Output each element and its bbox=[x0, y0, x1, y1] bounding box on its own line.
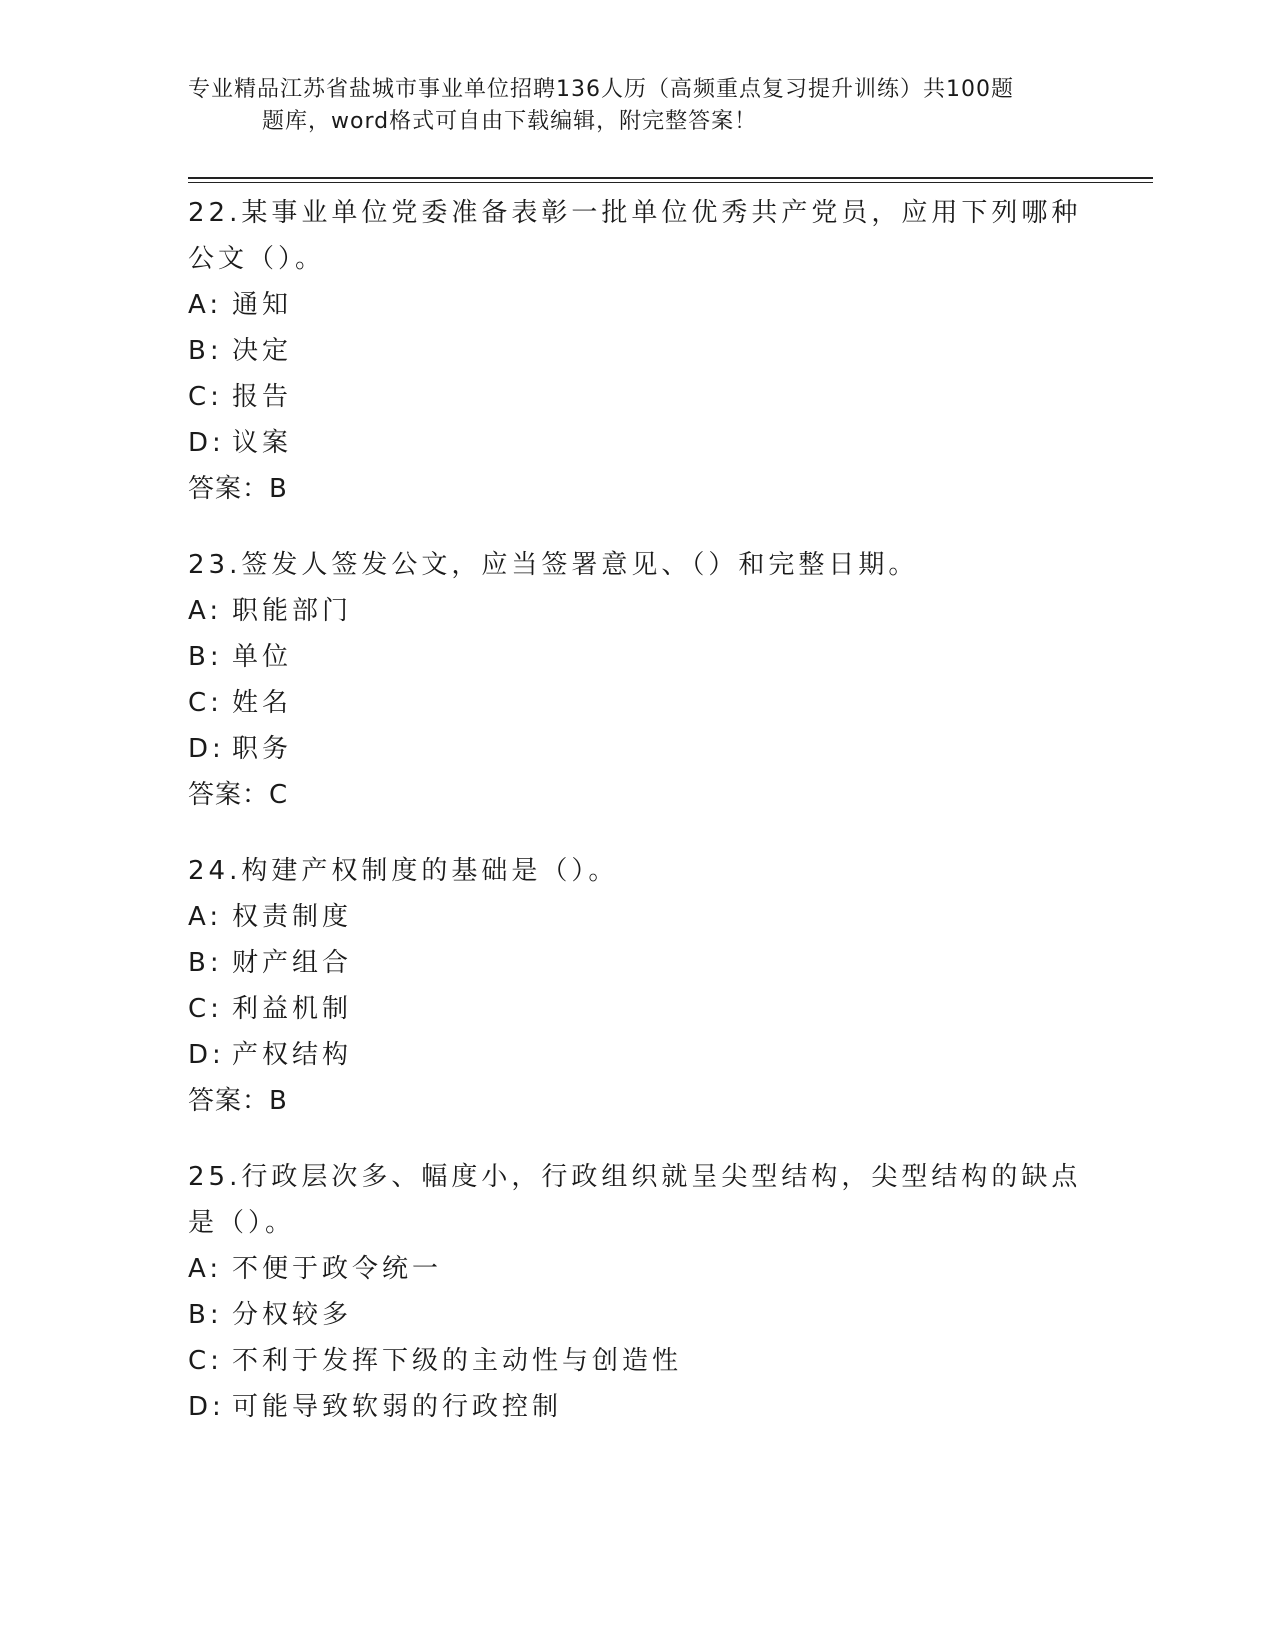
header-rule-thin bbox=[188, 182, 1153, 183]
option-text: 单位 bbox=[232, 642, 293, 672]
option-text: 分权较多 bbox=[232, 1300, 353, 1330]
option-c bbox=[188, 986, 1088, 1032]
option-letter: C: bbox=[188, 688, 223, 718]
question-list bbox=[188, 190, 1088, 1460]
header-line-2: 题库，word格式可自由下载编辑，附完整答案！ bbox=[262, 109, 758, 134]
question-23 bbox=[188, 542, 1088, 818]
question-stem: 23.签发人签发公文，应当签署意见、（）和完整日期。 bbox=[188, 550, 919, 580]
option-letter: C: bbox=[188, 382, 223, 412]
option-b bbox=[188, 328, 1088, 374]
option-b bbox=[188, 634, 1088, 680]
option-text: 可能导致软弱的行政控制 bbox=[232, 1392, 563, 1422]
option-a bbox=[188, 1246, 1088, 1292]
question-stem: 24.构建产权制度的基础是（）。 bbox=[188, 856, 619, 886]
option-letter: D: bbox=[188, 1040, 225, 1070]
option-c bbox=[188, 680, 1088, 726]
option-a bbox=[188, 588, 1088, 634]
option-letter: C: bbox=[188, 994, 223, 1024]
question-25 bbox=[188, 1154, 1088, 1430]
option-letter: A: bbox=[188, 902, 223, 932]
question-22 bbox=[188, 190, 1088, 512]
question-stem: 22.某事业单位党委准备表彰一批单位优秀共产党员，应用下列哪种公文（）。 bbox=[188, 198, 1082, 274]
option-text: 财产组合 bbox=[232, 948, 353, 978]
option-text: 职务 bbox=[232, 734, 293, 764]
option-letter: D: bbox=[188, 1392, 225, 1422]
option-text: 利益机制 bbox=[232, 994, 353, 1024]
question-stem: 25.行政层次多、幅度小，行政组织就呈尖型结构，尖型结构的缺点是（）。 bbox=[188, 1162, 1082, 1238]
option-d bbox=[188, 726, 1088, 772]
option-d bbox=[188, 420, 1088, 466]
option-text: 通知 bbox=[232, 290, 293, 320]
option-b bbox=[188, 940, 1088, 986]
option-text: 报告 bbox=[232, 382, 293, 412]
option-letter: B: bbox=[188, 642, 223, 672]
option-letter: A: bbox=[188, 1254, 223, 1284]
option-c bbox=[188, 374, 1088, 420]
option-c bbox=[188, 1338, 1088, 1384]
option-letter: B: bbox=[188, 948, 223, 978]
option-text: 职能部门 bbox=[232, 596, 353, 626]
option-text: 不利于发挥下级的主动性与创造性 bbox=[232, 1346, 683, 1376]
option-letter: A: bbox=[188, 596, 223, 626]
question-24 bbox=[188, 848, 1088, 1124]
answer-line: 答案：B bbox=[188, 474, 288, 504]
option-b bbox=[188, 1292, 1088, 1338]
option-letter: D: bbox=[188, 428, 225, 458]
option-d bbox=[188, 1384, 1088, 1430]
option-letter: A: bbox=[188, 290, 223, 320]
option-a bbox=[188, 894, 1088, 940]
answer-line: 答案：B bbox=[188, 1086, 288, 1116]
option-letter: C: bbox=[188, 1346, 223, 1376]
option-text: 姓名 bbox=[232, 688, 293, 718]
answer-line: 答案：C bbox=[188, 780, 289, 810]
option-text: 权责制度 bbox=[232, 902, 353, 932]
document-header bbox=[188, 74, 1088, 138]
header-line-1: 专业精品江苏省盐城市事业单位招聘136人历（高频重点复习提升训练）共100题 bbox=[188, 77, 1014, 102]
option-letter: B: bbox=[188, 1300, 223, 1330]
option-letter: B: bbox=[188, 336, 223, 366]
option-text: 产权结构 bbox=[232, 1040, 353, 1070]
option-a bbox=[188, 282, 1088, 328]
option-letter: D: bbox=[188, 734, 225, 764]
option-text: 议案 bbox=[232, 428, 293, 458]
option-d bbox=[188, 1032, 1088, 1078]
header-rule-thick bbox=[188, 177, 1153, 179]
option-text: 不便于政令统一 bbox=[232, 1254, 443, 1284]
option-text: 决定 bbox=[232, 336, 293, 366]
